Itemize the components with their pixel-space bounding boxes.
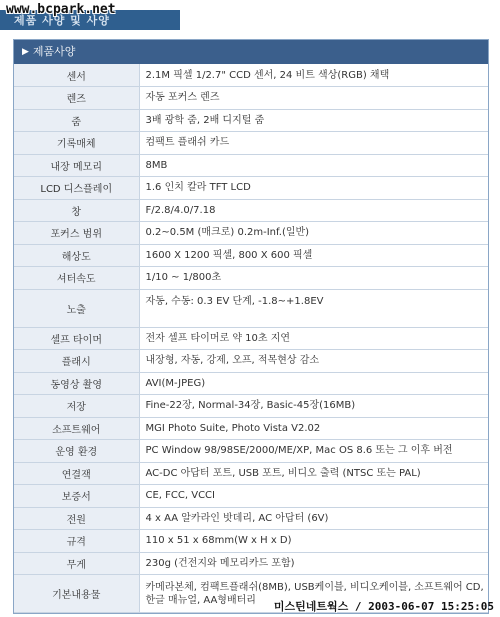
- spec-value: 230g (건전지와 메모리카드 포함): [139, 552, 488, 575]
- table-row: [14, 485, 488, 508]
- spec-value: F/2.8/4.0/7.18: [139, 199, 488, 222]
- spec-label: 무게: [14, 552, 139, 575]
- table-row: [14, 109, 488, 132]
- spec-label: 연결잭: [14, 462, 139, 485]
- spec-label: LCD 디스플레이: [14, 177, 139, 200]
- triangle-right-icon: ▶: [22, 47, 29, 57]
- spec-label: 저장: [14, 395, 139, 418]
- spec-label: 셔터속도: [14, 267, 139, 290]
- table-row: [14, 154, 488, 177]
- table-row: [14, 372, 488, 395]
- spec-value: PC Window 98/98SE/2000/ME/XP, Mac OS 8.6 또는 그 이후 버전: [139, 440, 488, 463]
- table-row: [14, 87, 488, 110]
- top-banner: [0, 0, 500, 30]
- table-row: [14, 462, 488, 485]
- spec-value: 전자 셀프 타이머로 약 10초 지연: [139, 327, 488, 350]
- spec-value: AVI(M-JPEG): [139, 372, 488, 395]
- table-row: [14, 327, 488, 350]
- spec-label: 창: [14, 199, 139, 222]
- spec-label: 기록매체: [14, 132, 139, 155]
- table-row: [14, 64, 488, 87]
- table-row: [14, 552, 488, 575]
- table-row: [14, 417, 488, 440]
- spec-value: 1600 X 1200 픽셀, 800 X 600 픽셀: [139, 244, 488, 267]
- spec-value: CE, FCC, VCCI: [139, 485, 488, 508]
- spec-label: 포커스 범위: [14, 222, 139, 245]
- spec-label: 플래시: [14, 350, 139, 373]
- spec-label: 운영 환경: [14, 440, 139, 463]
- spec-table: [14, 64, 488, 613]
- spec-value: 3배 광학 줌, 2배 디지털 줌: [139, 109, 488, 132]
- spec-label: 내장 메모리: [14, 154, 139, 177]
- spec-value: 내장형, 자동, 강제, 오프, 적목현상 감소: [139, 350, 488, 373]
- spec-label: 규격: [14, 530, 139, 553]
- spec-value: 2.1M 픽셀 1/2.7" CCD 센서, 24 비트 색상(RGB) 채택: [139, 64, 488, 87]
- spec-value: 컴팩트 플래쉬 카드: [139, 132, 488, 155]
- table-row: [14, 440, 488, 463]
- table-row: [14, 395, 488, 418]
- table-row: [14, 507, 488, 530]
- table-row: [14, 222, 488, 245]
- spec-label: 렌즈: [14, 87, 139, 110]
- table-row: [14, 132, 488, 155]
- table-row: [14, 199, 488, 222]
- spec-value: 110 x 51 x 68mm(W x H x D): [139, 530, 488, 553]
- banner-title: 제품 사양 및 사양: [14, 14, 110, 27]
- watermark: www.bcpark.net: [6, 2, 116, 17]
- spec-label: 소프트웨어: [14, 417, 139, 440]
- spec-value: 자동, 수동: 0.3 EV 단계, -1.8~+1.8EV: [139, 289, 488, 327]
- spec-value: 1.6 인치 칼라 TFT LCD: [139, 177, 488, 200]
- spec-value: 4 x AA 알카라인 밧데리, AC 아답터 (6V): [139, 507, 488, 530]
- section-title: 제품사양: [32, 45, 76, 58]
- spec-label: 셀프 타이머: [14, 327, 139, 350]
- spec-label: 전원: [14, 507, 139, 530]
- spec-label: 해상도: [14, 244, 139, 267]
- spec-value: MGI Photo Suite, Photo Vista V2.02: [139, 417, 488, 440]
- table-row: [14, 530, 488, 553]
- section-header: [14, 40, 488, 64]
- table-row: [14, 289, 488, 327]
- table-row: [14, 244, 488, 267]
- footer-credit: 미스틴네트웍스 / 2003-06-07 15:25:05: [273, 600, 494, 613]
- table-row: [14, 350, 488, 373]
- spec-label: 동영상 촬영: [14, 372, 139, 395]
- spec-label: 센서: [14, 64, 139, 87]
- table-row: [14, 267, 488, 290]
- spec-label: 보증서: [14, 485, 139, 508]
- spec-value: 0.2~0.5M (매크로) 0.2m-Inf.(일반): [139, 222, 488, 245]
- spec-label: 줌: [14, 109, 139, 132]
- spec-label: 기본내용물: [14, 575, 139, 613]
- spec-value: 1/10 ~ 1/800초: [139, 267, 488, 290]
- spec-value: 카메라본체, 컴팩트플래쉬(8MB), USB케이블, 비디오케이블, 소프트웨어 CD, 한글 매뉴얼, AA형배터리: [139, 575, 488, 613]
- spec-value: 8MB: [139, 154, 488, 177]
- spec-table-container: [13, 39, 489, 614]
- spec-value: Fine-22장, Normal-34장, Basic-45장(16MB): [139, 395, 488, 418]
- spec-label: 노출: [14, 289, 139, 327]
- spec-value: AC-DC 아답터 포트, USB 포트, 비디오 출력 (NTSC 또는 PAL): [139, 462, 488, 485]
- spec-value: 자동 포커스 렌즈: [139, 87, 488, 110]
- table-row: [14, 177, 488, 200]
